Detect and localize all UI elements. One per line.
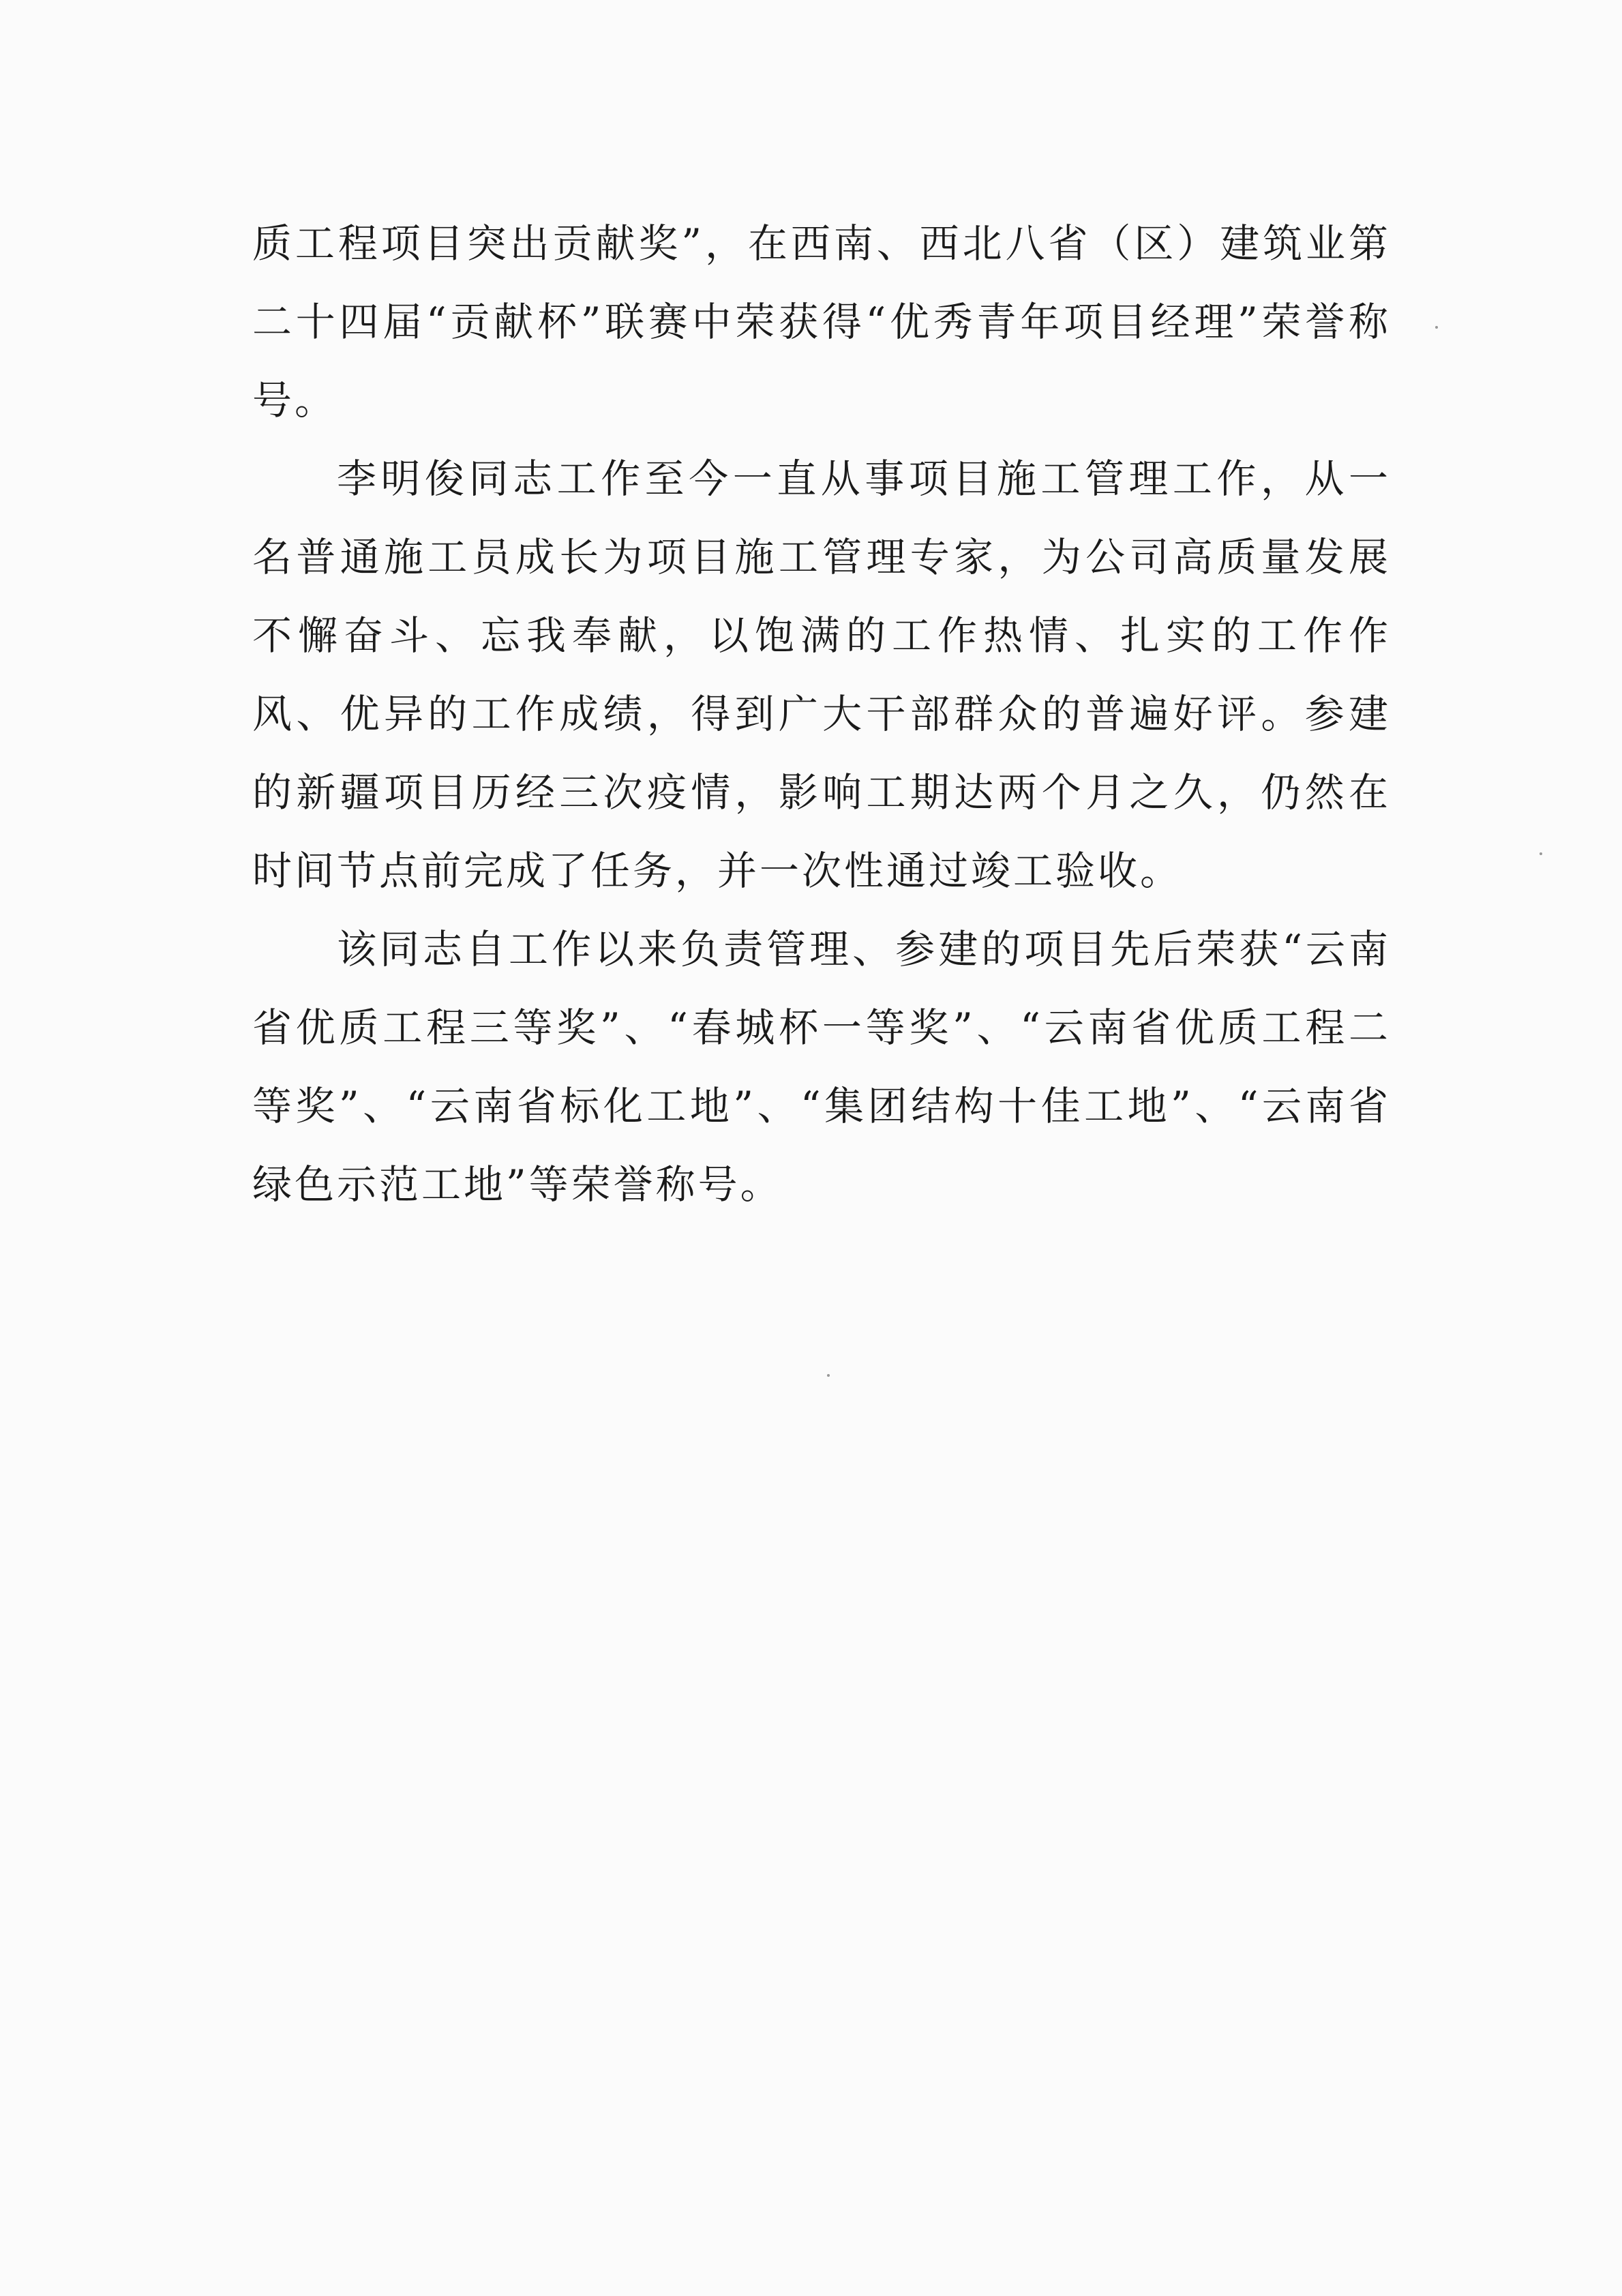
paragraph-3: 该同志自工作以来负责管理、参建的项目先后荣获“云南省优质工程三等奖”、“春城杯一等奖”、“云南省优质工程二等奖”、“云南省标化工地”、“集团结构十佳工地”、“云南省绿色示范工地”等荣誉称号。 — [252, 926, 1391, 1208]
scan-speck — [827, 1374, 830, 1377]
paragraph-2: 李明俊同志工作至今一直从事项目施工管理工作，从一名普通施工员成长为项目施工管理专家，为公司高质量发展不懈奋斗、忘我奉献，以饱满的工作热情、扎实的工作作风、优异的工作成绩，得到广大干部群众的普遍好评。参建的新疆项目历经三次疫情，影响工期达两个月之久，仍然在时间节点前完成了任务，并一次性通过竣工验收。 — [252, 456, 1391, 894]
document-body — [252, 205, 1391, 1224]
paragraph-1: 质工程项目突出贡献奖”，在西南、西北八省（区）建筑业第二十四届“贡献杯”联赛中荣获得“优秀青年项目经理”荣誉称号。 — [252, 220, 1391, 423]
scan-speck — [1540, 852, 1542, 855]
scan-speck — [1435, 326, 1438, 329]
